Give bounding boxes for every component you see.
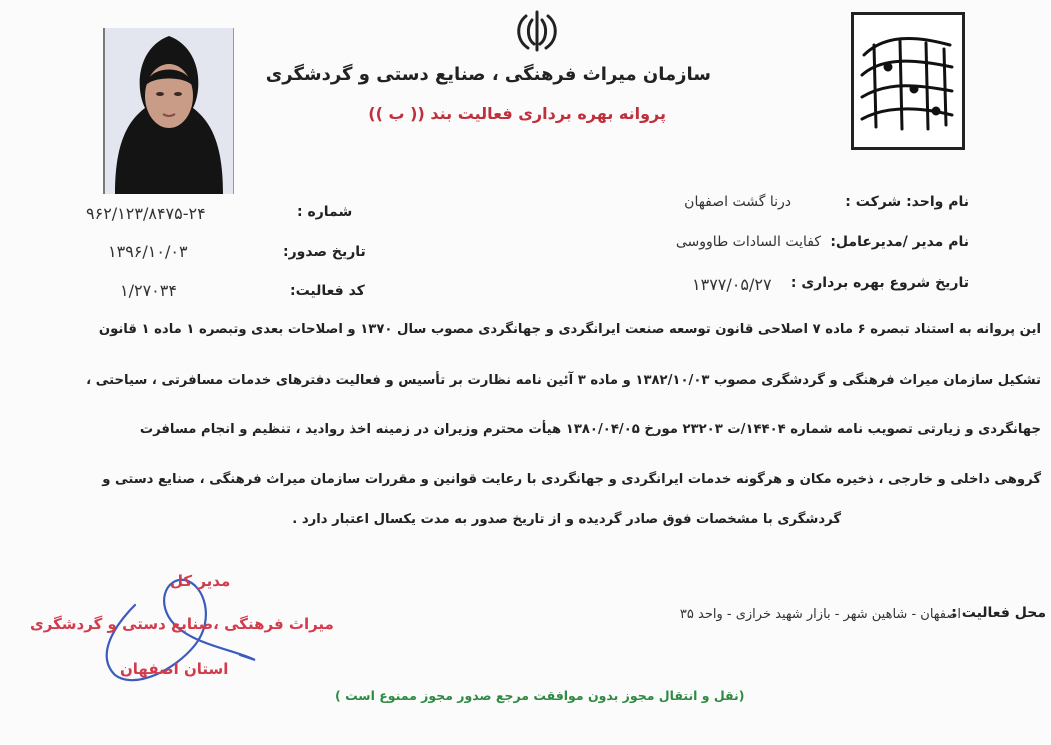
unit-name-label: نام واحد: شرکت :	[845, 194, 969, 210]
body-line-3: جهانگردی و زیارتی تصویب نامه شماره ۱۴۴۰۴/ت ۲۳۲۰۳ مورخ ۱۳۸۰/۰۴/۰۵ هیأت محترم وزیران در زمینه اخذ روادید ، تنظیم و انجام مسافرت	[139, 422, 1041, 437]
body-line-1: این پروانه به استناد تبصره ۶ ماده ۷ اصلاحی قانون توسعه صنعت ایرانگردی و جهانگردی مصوب سال ۱۳۷۰ و اصلاحات بعدی وتبصره ۱ ماده ۱ قانون	[98, 322, 1041, 337]
unit-name-value: درنا گشت اصفهان	[684, 194, 791, 210]
stamp-province: استان اصفهان	[120, 660, 229, 678]
transfer-prohibited-note: (نقل و انتقال مجوز بدون موافقت مرجع صدور مجوز ممنوع است )	[335, 688, 745, 703]
license-number-value: ۹۶۲/۱۲۳/۸۴۷۵-۲۴	[86, 204, 206, 223]
issue-date-value: ۱۳۹۶/۱۰/۰۳	[108, 242, 188, 261]
start-date-label: تاریخ شروع بهره برداری :	[790, 275, 969, 291]
stamp-title: مدیر کل	[170, 572, 231, 590]
activity-code-value: ۱/۲۷۰۳۴	[120, 281, 177, 300]
license-title: پروانه بهره برداری فعالیت بند (( ب ))	[368, 104, 666, 123]
stamp-organization: میراث فرهنگی ،صنایع دستی و گردشگری	[30, 615, 334, 633]
body-line-4: گروهی داخلی و خارجی ، ذخیره مکان و هرگونه خدمات ایرانگردی و جهانگردی با رعایت قوانین و مقررات سازمان میراث فرهنگی ، صنایع دستی و	[102, 472, 1041, 487]
activity-location-label: محل فعالیت :	[951, 605, 1046, 621]
organization-title: سازمان میراث فرهنگی ، صنایع دستی و گردشگری	[265, 64, 711, 85]
body-line-5: گردشگری با مشخصات فوق صادر گردیده و از تاریخ صدور به مدت یکسال اعتبار دارد .	[292, 512, 841, 527]
signature-icon	[55, 565, 270, 705]
start-date-value: ۱۳۷۷/۰۵/۲۷	[692, 275, 772, 294]
manager-name-value: کفایت السادات طاووسی	[675, 234, 821, 250]
applicant-portrait	[103, 28, 234, 194]
manager-name-label: نام مدیر /مدیرعامل:	[830, 234, 969, 250]
activity-location-value: اصفهان - شاهین شهر - بازار شهید خرازی - واحد ۳۵	[679, 607, 961, 622]
organization-logo	[851, 12, 965, 150]
body-line-2: تشکیل سازمان میراث فرهنگی و گردشگری مصوب ۱۳۸۲/۱۰/۰۳ و ماده ۳ آئین نامه نظارت بر تأسیس و فعالیت دفترهای خدمات مسافرتی ، سیاحتی ،	[86, 373, 1041, 388]
issue-date-label: تاریخ صدور:	[283, 244, 366, 260]
license-number-label: شماره :	[297, 204, 353, 220]
iran-emblem-icon	[512, 10, 562, 54]
activity-code-label: کد فعالیت:	[290, 283, 365, 299]
